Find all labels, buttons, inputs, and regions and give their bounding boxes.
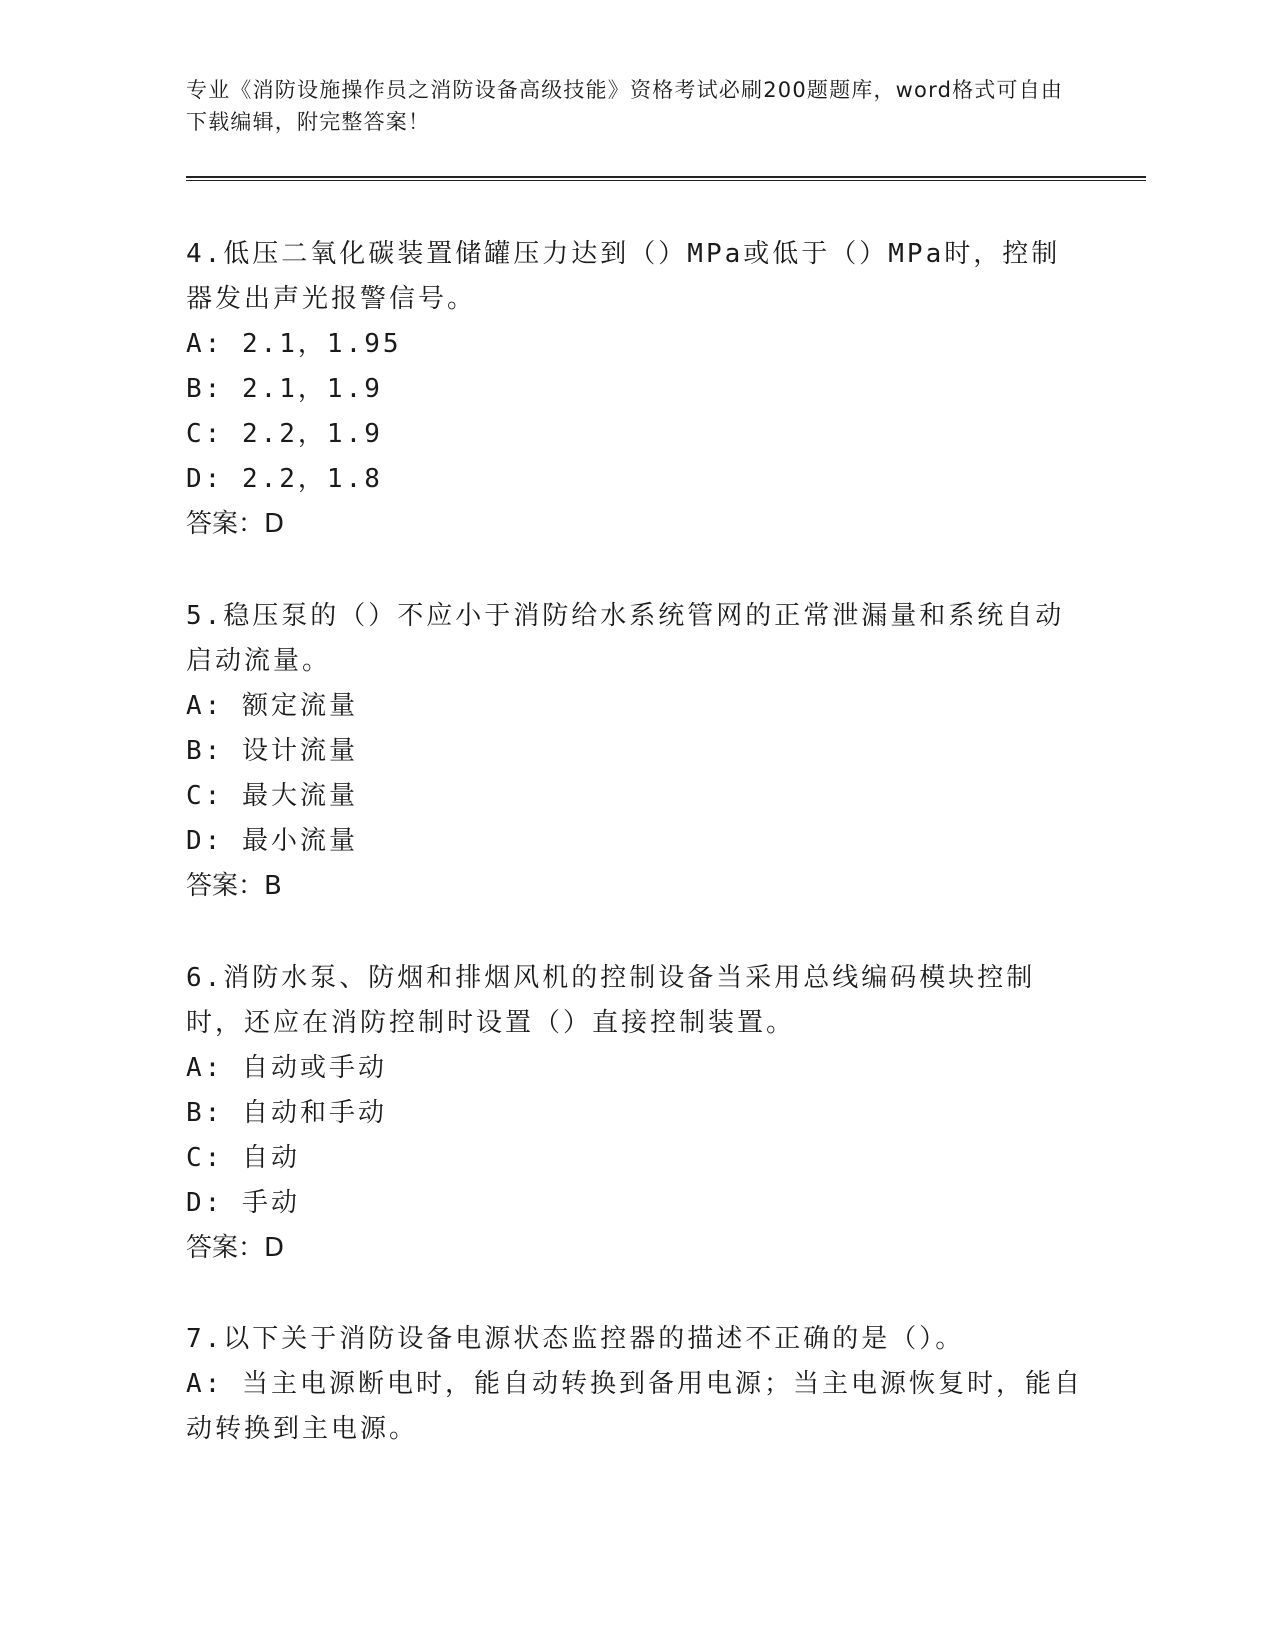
question-stem: 5.稳压泵的（）不应小于消防给水系统管网的正常泄漏量和系统自动启动流量。: [186, 601, 1065, 676]
question-stem: 7.以下关于消防设备电源状态监控器的描述不正确的是（）。: [186, 1324, 965, 1354]
option-b: B: 2.1，1.9: [186, 374, 383, 404]
document-page: [186, 0, 1146, 1650]
header-divider: [186, 176, 1146, 181]
question-stem: 6.消防水泵、防烟和排烟风机的控制设备当采用总线编码模块控制时，还应在消防控制时设置（）直接控制装置。: [186, 963, 1036, 1038]
option-a: A: 当主电源断电时，能自动转换到备用电源；当主电源恢复时，能自动转换到主电源。: [186, 1369, 1083, 1444]
option-c: C: 2.2，1.9: [186, 419, 383, 449]
option-c: C: 自动: [186, 1143, 300, 1173]
option-a: A: 自动或手动: [186, 1053, 387, 1083]
question-5: [186, 594, 1086, 909]
option-d: D: 最小流量: [186, 826, 358, 856]
option-b: B: 自动和手动: [186, 1098, 387, 1128]
document-header: 专业《消防设施操作员之消防设备高级技能》资格考试必刷200题题库，word格式可自由下载编辑，附完整答案！: [186, 78, 1064, 134]
question-4: [186, 232, 1086, 547]
answer-line: 答案：B: [186, 871, 282, 901]
option-d: D: 手动: [186, 1188, 300, 1218]
option-d: D: 2.2，1.8: [186, 464, 383, 494]
option-a: A: 额定流量: [186, 691, 358, 721]
answer-line: 答案：D: [186, 509, 285, 539]
question-7: [186, 1317, 1086, 1452]
option-c: C: 最大流量: [186, 781, 358, 811]
option-b: B: 设计流量: [186, 736, 358, 766]
question-stem: 4.低压二氧化碳装置储罐压力达到（）MPa或低于（）MPa时，控制器发出声光报警信号。: [186, 239, 1061, 314]
question-6: [186, 956, 1086, 1271]
option-a: A: 2.1，1.95: [186, 329, 402, 359]
answer-line: 答案：D: [186, 1233, 285, 1263]
